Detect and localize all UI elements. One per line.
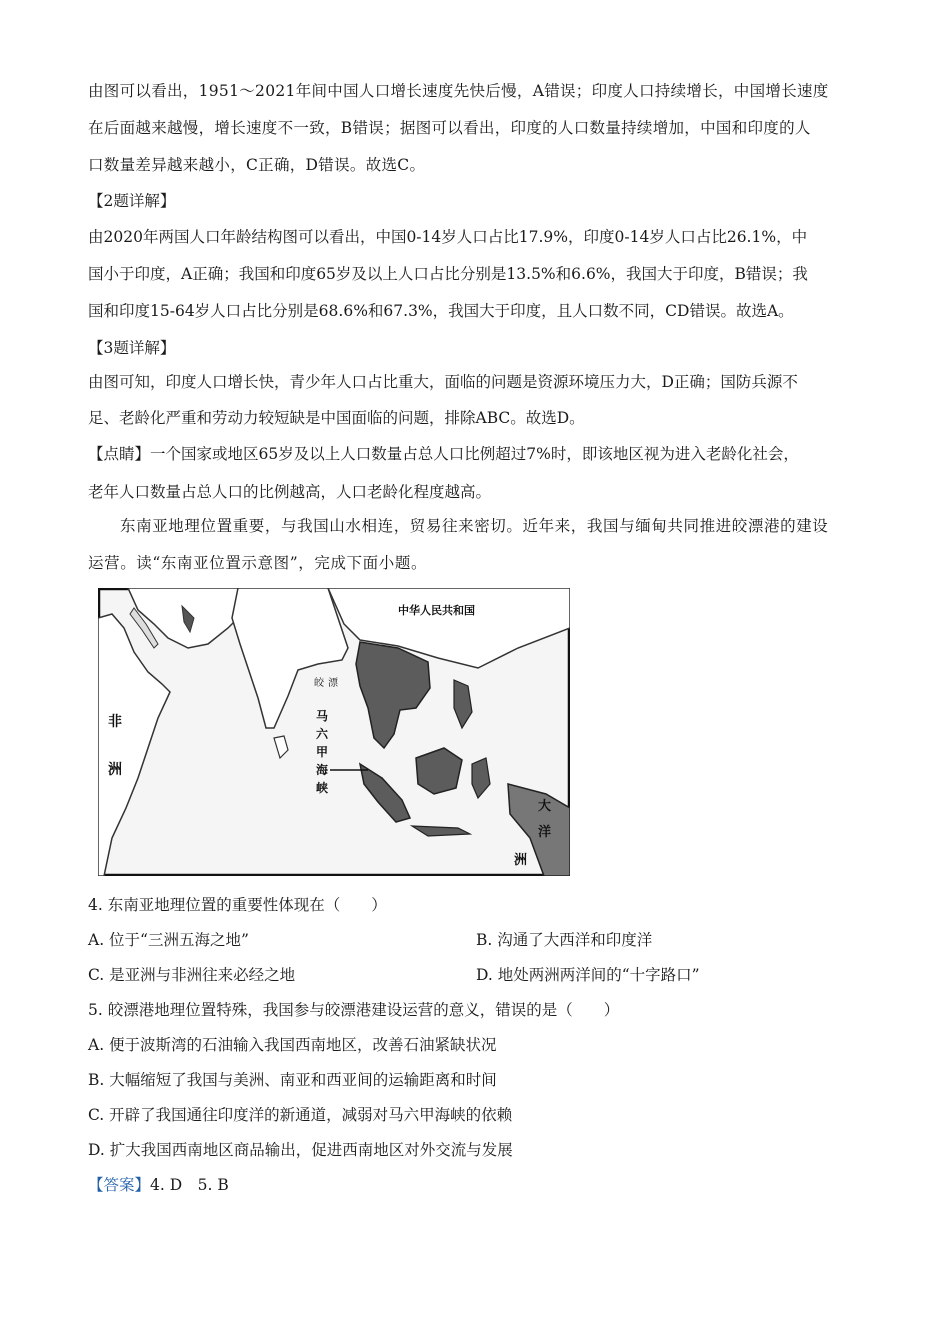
question-5-option-c[interactable]: C. 开辟了我国通往印度洋的新通道，减弱对马六甲海峡的依赖 (88, 1106, 513, 1124)
line-4: 由2020年两国人口年龄结构图可以看出，中国0-14岁人口占比17.9%，印度0-14岁人口占比26.1%，中 (88, 228, 808, 246)
southeast-asia-location-map (98, 588, 570, 876)
passage-line-2: 运营。读“东南亚位置示意图”，完成下面小题。 (88, 554, 428, 572)
question-5-option-b[interactable]: B. 大幅缩短了我国与美洲、南亚和西亚间的运输距离和时间 (88, 1071, 497, 1089)
malacca-label-char-3: 甲 (316, 745, 329, 759)
line-7: 由图可知，印度人口增长快，青少年人口占比重大，面临的问题是资源环境压力大，D正确；国防兵源不 (88, 373, 798, 391)
malacca-label-char-2: 六 (316, 727, 329, 741)
oceania-label-1: 大 (538, 798, 552, 813)
line-2: 在后面越来越慢，增长速度不一致，B错误；据图可以看出，印度的人口数量持续增加，中国和印度的人 (88, 119, 811, 137)
passage-line-1: 东南亚地理位置重要，与我国山水相连，贸易往来密切。近年来，我国与缅甸共同推进皎漂港的建设 (120, 517, 829, 535)
answer-text: 4. D 5. B (150, 1176, 229, 1194)
answer-line (88, 1174, 229, 1196)
question-4-stem: 4. 东南亚地理位置的重要性体现在（ ） (88, 896, 387, 914)
borneo (416, 748, 462, 794)
kyaukpyu-label-2: 漂 (328, 678, 338, 689)
kyaukpyu-label-1: 皎 (314, 678, 324, 689)
question-5-option-d[interactable]: D. 扩大我国西南地区商品输出，促进西南地区对外交流与发展 (88, 1141, 513, 1159)
answer-tag: 【答案】 (88, 1176, 151, 1194)
question-5-stem: 5. 皎漂港地理位置特殊，我国参与皎漂港建设运营的意义，错误的是（ ） (88, 1001, 620, 1019)
question-5-option-a[interactable]: A. 便于波斯湾的石油输入我国西南地区，改善石油紧缺状况 (88, 1036, 497, 1054)
malacca-label-char-5: 峡 (316, 781, 329, 795)
malacca-label-char-4: 海 (316, 763, 329, 777)
question-4-option-d[interactable]: D. 地处两洲两洋间的“十字路口” (476, 966, 700, 984)
question-4-option-c[interactable]: C. 是亚洲与非洲往来必经之地 (88, 966, 296, 984)
line-6: 国和印度15-64岁人口占比分别是68.6%和67.3%，我国大于印度，且人口数不同，CD错误。故选A。 (88, 302, 794, 320)
key-point: 【点睛】一个国家或地区65岁及以上人口数量占总人口比例超过7%时，即该地区视为进入老龄化社会， (88, 445, 799, 463)
line-1: 由图可以看出，1951～2021年间中国人口增长速度先快后慢，A错误；印度人口持续增长，中国增长速度 (88, 82, 829, 100)
oceania-label-2: 洋 (538, 824, 552, 839)
line-10: 老年人口数量占总人口的比例越高，人口老龄化程度越高。 (88, 483, 492, 501)
china-label: 中华人民共和国 (398, 605, 475, 617)
line-8: 足、老龄化严重和劳动力较短缺是中国面临的问题，排除ABC。故选D。 (88, 409, 585, 427)
oceania-label-3: 洲 (514, 852, 528, 867)
question-4-option-b[interactable]: B. 沟通了大西洋和印度洋 (476, 931, 653, 949)
line-5: 国小于印度，A正确；我国和印度65岁及以上人口占比分别是13.5%和6.6%，我国大于印度，B错误；我 (88, 265, 808, 283)
africa-label-2: 洲 (108, 761, 122, 777)
line-3: 口数量差异越来越小，C正确，D错误。故选C。 (88, 156, 426, 174)
heading-q3: 【3题详解】 (88, 339, 176, 357)
malacca-label-char-1: 马 (316, 709, 329, 723)
africa-label-1: 非 (108, 713, 122, 729)
question-4-option-a[interactable]: A. 位于“三洲五海之地” (88, 931, 249, 949)
heading-q2: 【2题详解】 (88, 192, 176, 210)
